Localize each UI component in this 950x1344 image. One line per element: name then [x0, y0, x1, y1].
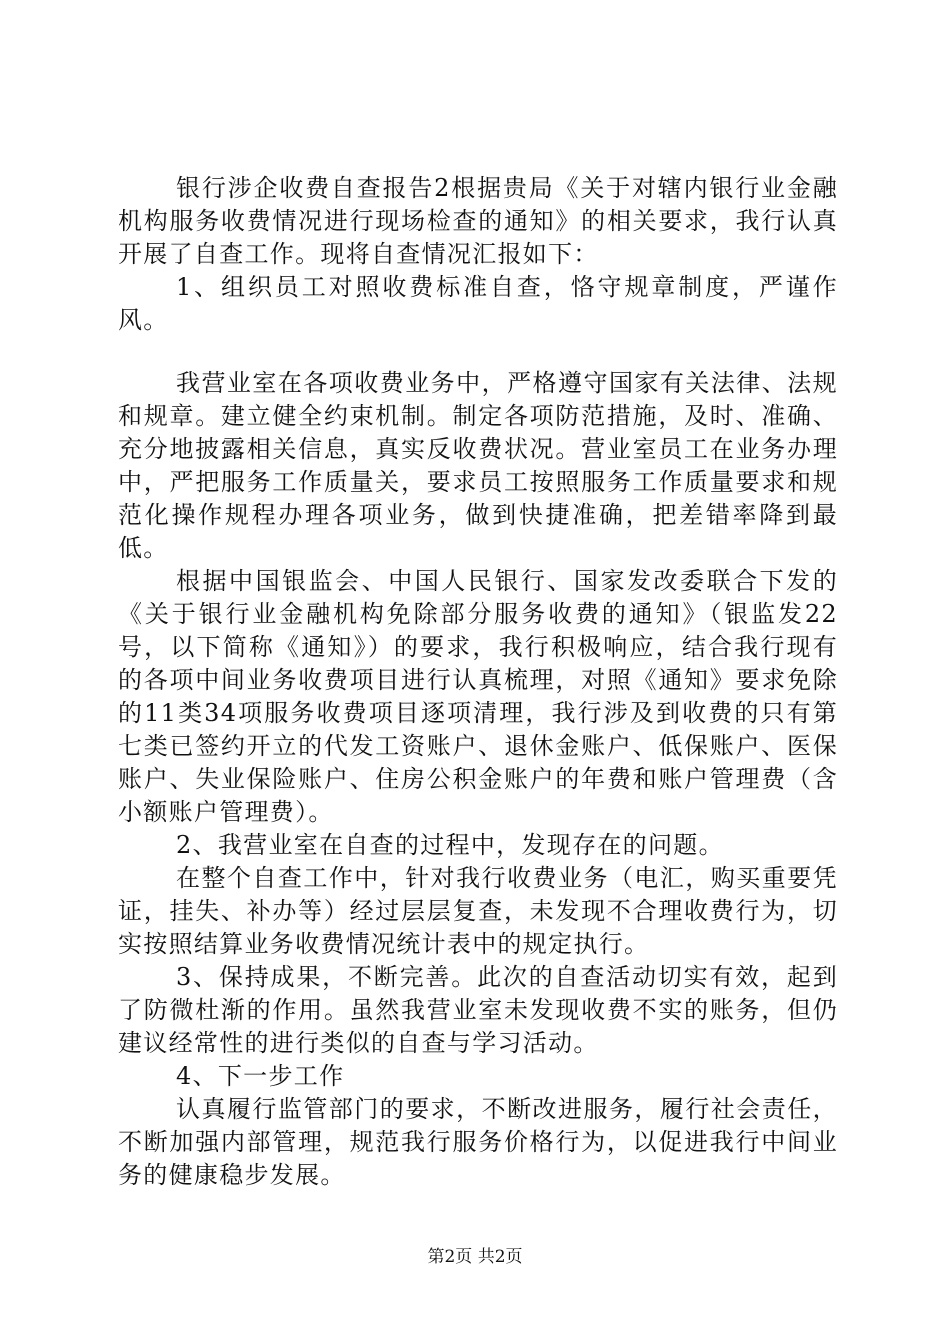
paragraph-review-result: 在整个自查工作中，针对我行收费业务（电汇，购买重要凭证，挂失、补办等）经过层层复查，未发现不合理收费行为，切实按照结算业务收费情况统计表中的规定执行。: [118, 864, 838, 958]
paragraph-next-steps: 认真履行监管部门的要求，不断改进服务，履行社会责任，不断加强内部管理，规范我行服务价格行为，以促进我行中间业务的健康稳步发展。: [118, 1095, 838, 1189]
paragraph-item-2-heading: 2、我营业室在自查的过程中，发现存在的问题。: [176, 831, 724, 859]
paragraph-item-4-heading: 4、下一步工作: [176, 1062, 345, 1090]
paragraph-fee-exemption: 根据中国银监会、中国人民银行、国家发改委联合下发的《关于银行业金融机构免除部分服务收费的通知》（银监发22号，以下简称《通知》）的要求，我行积极响应，结合我行现有的各项中间业务收费项目进行认真梳理，对照《通知》要求免除的11类34项服务收费项目逐项清理，我行涉及到收费的只有第七类已签约开立的代发工资账户、退休金账户、低保账户、医保账户、失业保险账户、住房公积金账户的年费和账户管理费（含小额账户管理费）。: [118, 567, 838, 826]
paragraph-item-3: 3、保持成果，不断完善。此次的自查活动切实有效，起到了防微杜渐的作用。虽然我营业室未发现收费不实的账务，但仍建议经常性的进行类似的自查与学习活动。: [118, 963, 838, 1057]
page-footer: 第2页 共2页: [427, 1247, 523, 1267]
paragraph-item-1-heading: 1、组织员工对照收费标准自查，恪守规章制度，严谨作风。: [118, 273, 838, 334]
document-body: [118, 172, 838, 1192]
paragraph-compliance: 我营业室在各项收费业务中，严格遵守国家有关法律、法规和规章。建立健全约束机制。制定各项防范措施，及时、准确、充分地披露相关信息，真实反收费状况。营业室员工在业务办理中，严把服务工作质量关，要求员工按照服务工作质量要求和规范化操作规程办理各项业务，做到快捷准确，把差错率降到最低。: [118, 369, 838, 562]
paragraph-intro: 银行涉企收费自查报告2根据贵局《关于对辖内银行业金融机构服务收费情况进行现场检查的通知》的相关要求，我行认真开展了自查工作。现将自查情况汇报如下：: [118, 174, 838, 268]
